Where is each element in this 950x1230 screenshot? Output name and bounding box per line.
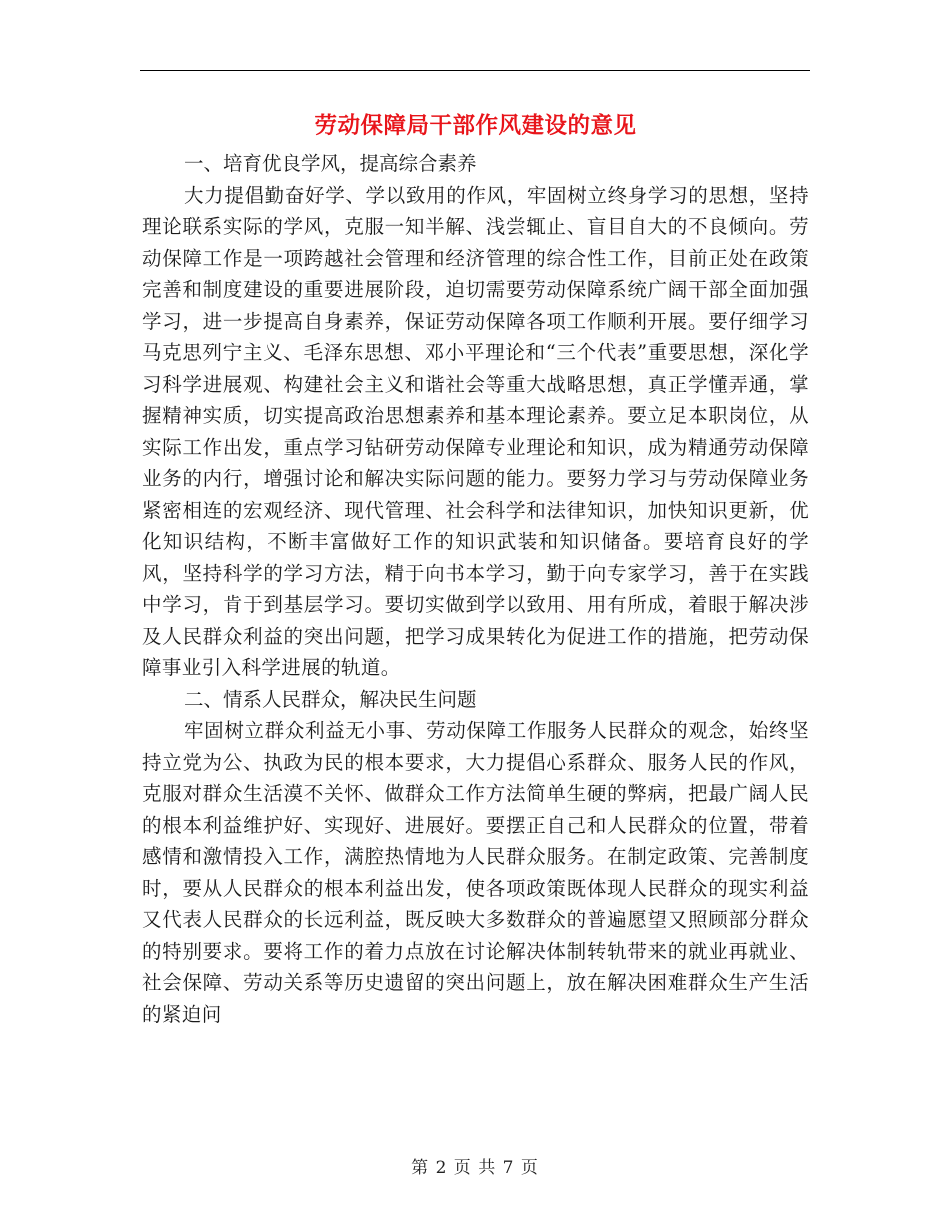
document-title: 劳动保障局干部作风建设的意见 (314, 113, 637, 139)
section-heading-2: 二、情系人民群众，解决民生问题 (184, 687, 477, 711)
document-body (142, 104, 809, 1030)
header-rule (140, 70, 810, 71)
section-heading-1: 一、培育优良学风，提高综合素养 (184, 152, 477, 175)
section-paragraph-2: 牢固树立群众利益无小事、劳动保障工作服务人民群众的观念，始终坚持立党为公、执政为民的根本要求，大力提倡心系群众、服务人民的作风，克服对群众生活漠不关怀、做群众工作方法简单生硬的弊病，把最广阔人民的根本利益维护好、实现好、进展好。要摆正自己和人民群众的位置，带着感情和激情投入工作，满腔热情地为人民群众服务。在制定政策、完善制度时，要从人民群众的根本利益出发，使各项政策既体现人民群众的现实利益又代表人民群众的长远利益，既反映大多数群众的普遍愿望又照顾部分群众的特别要求。要将工作的着力点放在讨论解决体制转轨带来的就业再就业、社会保障、劳动关系等历史遗留的突出问题上，放在解决困难群众生产生活的紧迫问 (142, 719, 809, 1026)
page-number-footer: 第 2 页 共 7 页 (411, 1158, 539, 1178)
section-paragraph-1: 大力提倡勤奋好学、学以致用的作风，牢固树立终身学习的思想，坚持理论联系实际的学风，克服一知半解、浅尝辄止、盲目自大的不良倾向。劳动保障工作是一项跨越社会管理和经济管理的综合性工作，目前正处在政策完善和制度建设的重要进展阶段，迫切需要劳动保障系统广阔干部全面加强学习，进一步提高自身素养，保证劳动保障各项工作顺利开展。要仔细学习马克思列宁主义、毛泽东思想、邓小平理论和“三个代表”重要思想，深化学习科学进展观、构建社会主义和谐社会等重大战略思想，真正学懂弄通，掌握精神实质，切实提高政治思想素养和基本理论素养。要立足本职岗位，从实际工作出发，重点学习钻研劳动保障专业理论和知识，成为精通劳动保障业务的内行，增强讨论和解决实际问题的能力。要努力学习与劳动保障业务紧密相连的宏观经济、现代管理、社会科学和法律知识，加快知识更新，优化知识结构，不断丰富做好工作的知识武装和知识储备。要培育良好的学风，坚持科学的学习方法，精于向书本学习，勤于向专家学习，善于在实践中学习，肯于到基层学习。要切实做到学以致用、用有所成，着眼于解决涉及人民群众利益的突出问题，把学习成果转化为促进工作的措施，把劳动保障事业引入科学进展的轨道。 (142, 183, 809, 679)
